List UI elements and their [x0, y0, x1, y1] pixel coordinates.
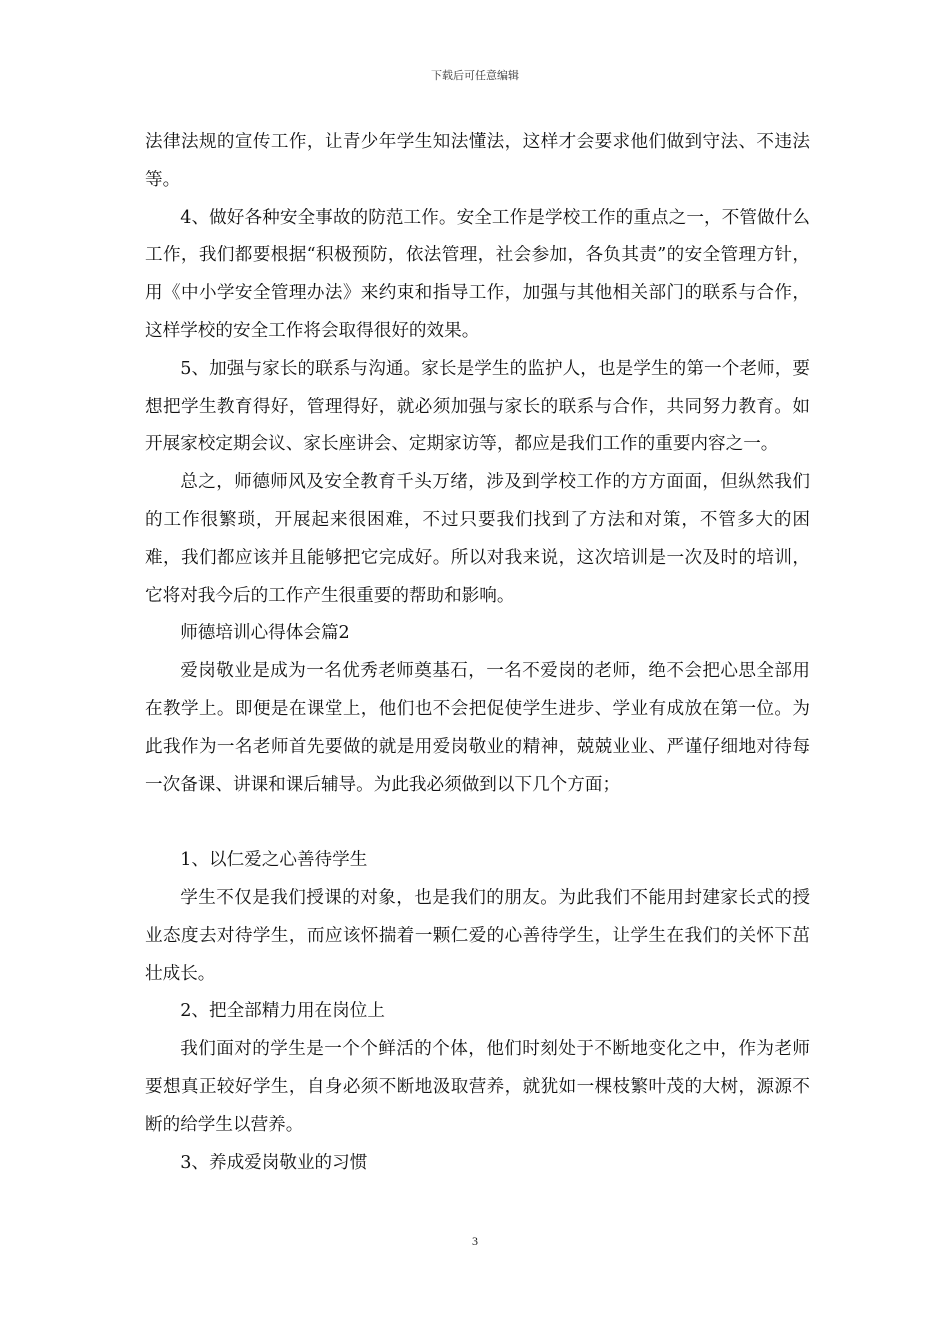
paragraph-safety-prevention: 4、做好各种安全事故的防范工作。安全工作是学校工作的重点之一，不管做什么工作，我们都要根据“积极预防，依法管理，社会参加，各负其责”的安全管理方针，用《中小学安全管理办法》来约束和指导工作，加强与其他相关部门的联系与合作，这样学校的安全工作将会取得很好的效果。	[145, 207, 810, 341]
paragraph-summary: 总之，师德师风及安全教育千头万绪，涉及到学校工作的方方面面，但纵然我们的工作很繁琐，开展起来很困难，不过只要我们找到了方法和对策，不管多大的困难，我们都应该并且能够把它完成好。所以对我来说，这次培训是一次及时的培训，它将对我今后的工作产生很重要的帮助和影响。	[145, 472, 810, 606]
document-body	[145, 124, 810, 1182]
item-2-title: 2、把全部精力用在岗位上	[180, 1001, 385, 1022]
item-1-text: 学生不仅是我们授课的对象，也是我们的朋友。为此我们不能用封建家长式的授业态度去对待学生，而应该怀揣着一颗仁爱的心善待学生，让学生在我们的关怀下茁壮成长。	[145, 887, 810, 984]
paragraph-parent-communication: 5、加强与家长的联系与沟通。家长是学生的监护人，也是学生的第一个老师，要想把学生教育得好，管理得好，就必须加强与家长的联系与合作，共同努力教育。如开展家校定期会议、家长座讲会、定期家访等，都应是我们工作的重要内容之一。	[145, 358, 810, 455]
item-3-title: 3、养成爱岗敬业的习惯	[180, 1152, 368, 1173]
blank-line	[145, 804, 810, 842]
section-heading-part-2: 师德培训心得体会篇2	[180, 623, 350, 644]
page-number: 3	[472, 1234, 478, 1248]
item-2-text: 我们面对的学生是一个个鲜活的个体，他们时刻处于不断地变化之中，作为老师要想真正较好学生，自身必须不断地汲取营养，就犹如一棵枝繁叶茂的大树，源源不断的给学生以营养。	[145, 1039, 810, 1135]
paragraph-law-publicity: 法律法规的宣传工作，让青少年学生知法懂法，这样才会要求他们做到守法、不违法等。	[145, 132, 810, 190]
header-note: 下载后可任意编辑	[431, 69, 519, 82]
paragraph-dedication: 爱岗敬业是成为一名优秀老师奠基石，一名不爱岗的老师，绝不会把心思全部用在教学上。即便是在课堂上，他们也不会把促使学生进步、学业有成放在第一位。为此我作为一名老师首先要做的就是用爱岗敬业的精神，兢兢业业、严谨仔细地对待每一次备课、讲课和课后辅导。为此我必须做到以下几个方面；	[145, 661, 810, 795]
item-1-title: 1、以仁爱之心善待学生	[180, 850, 368, 871]
